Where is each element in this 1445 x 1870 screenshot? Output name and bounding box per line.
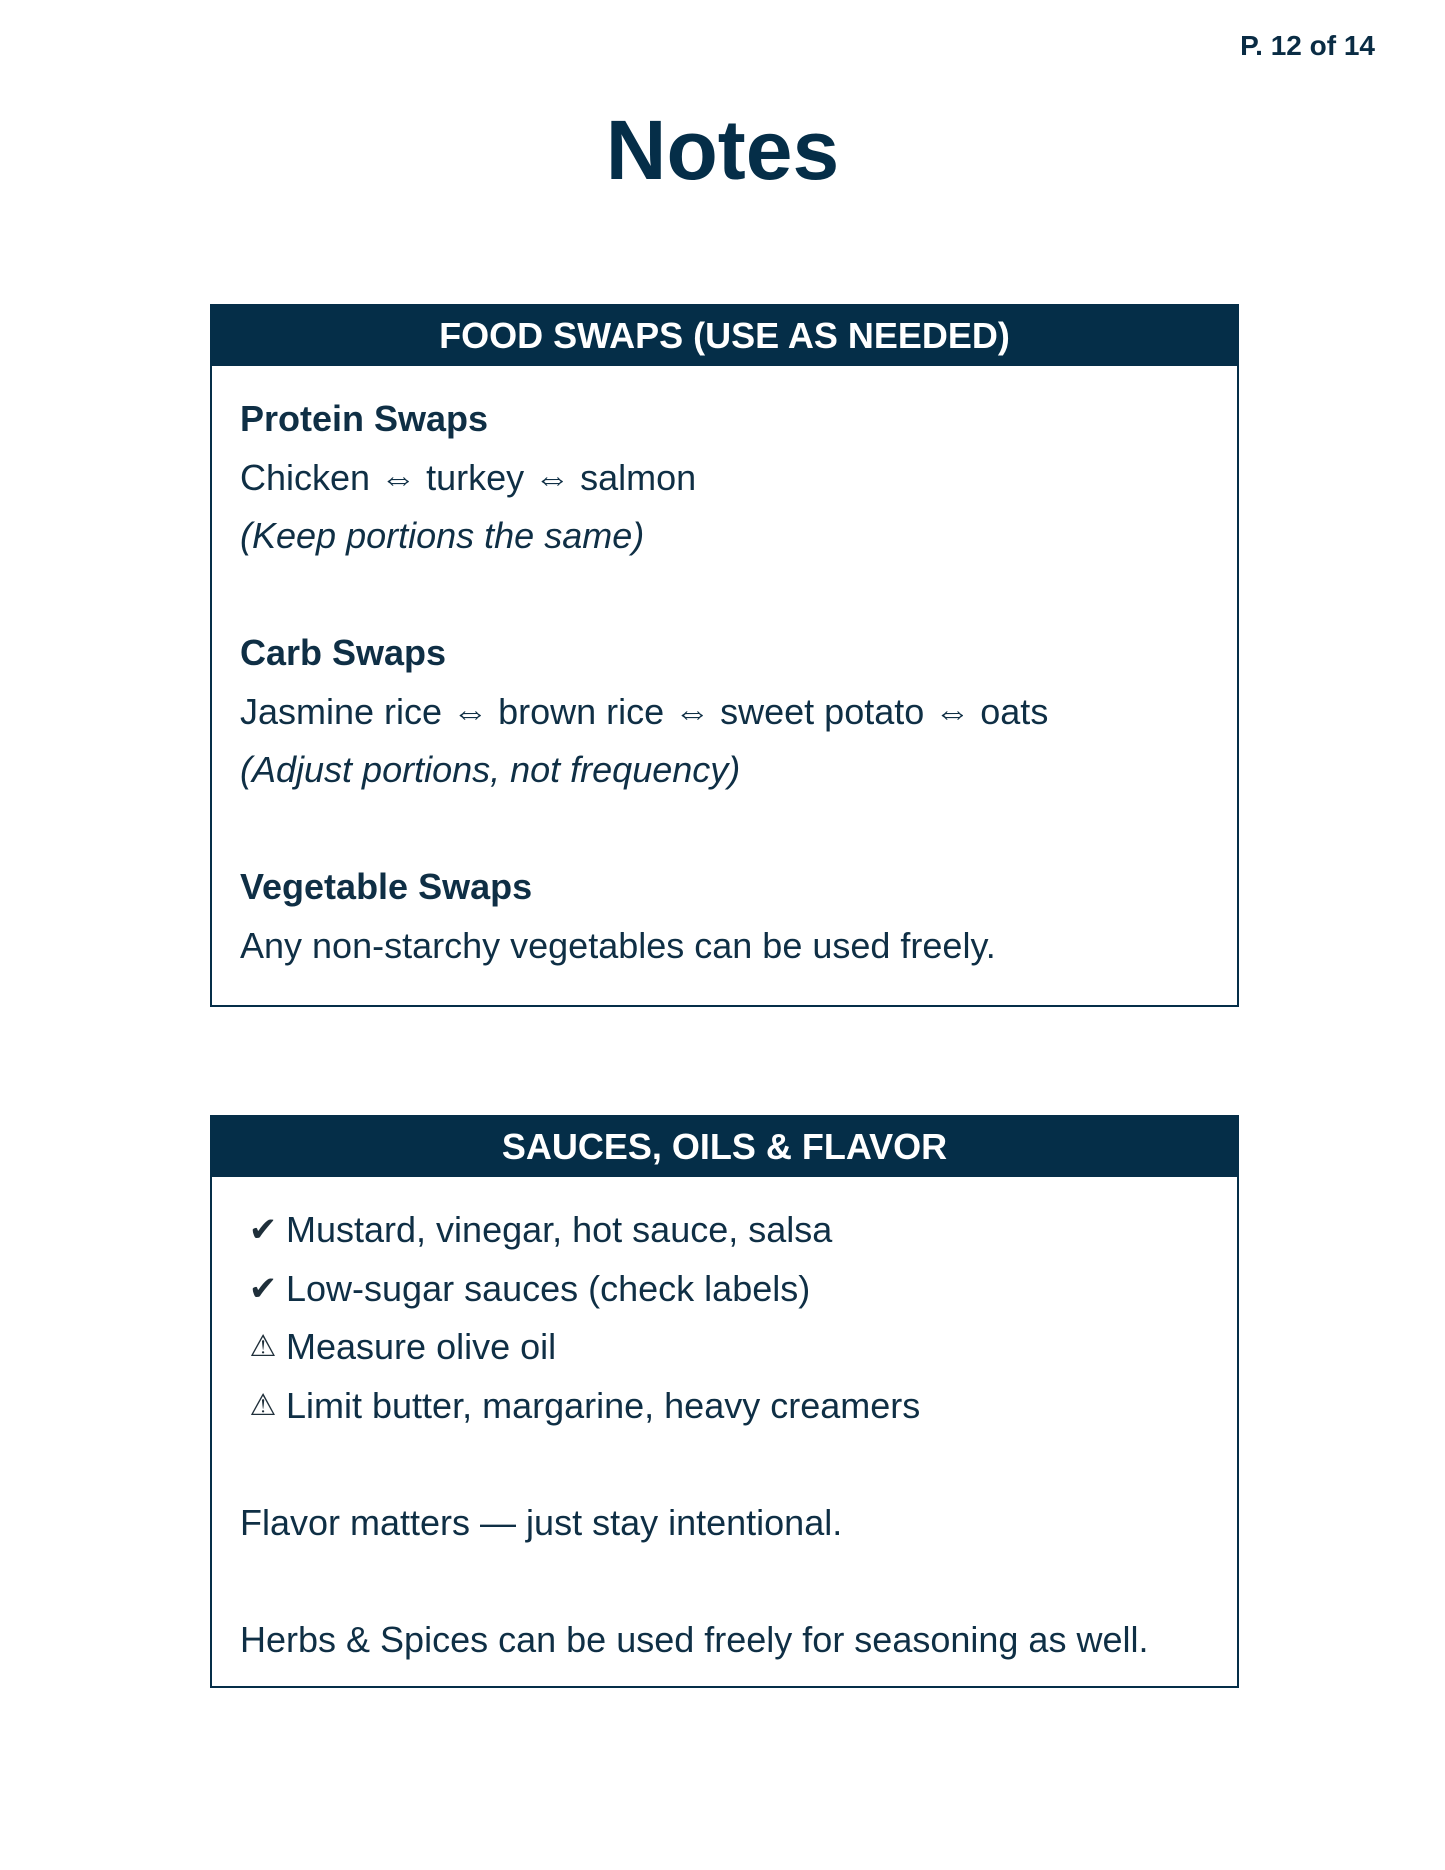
list-item-text: Limit butter, margarine, heavy creamers [286,1384,921,1426]
carb-swaps-text: Jasmine rice ⇔ brown rice ⇔ sweet potato ⇔ oats [240,690,1049,732]
check-icon: ✔ [248,1211,278,1249]
carb-swaps-note: (Adjust portions, not frequency) [240,749,741,790]
list-item [240,1377,1209,1436]
list-item-text: Low-sugar sauces (check labels) [286,1267,811,1309]
list-item [240,1318,1209,1377]
flavor-note: Flavor matters — just stay intentional. [240,1501,843,1543]
spacer [240,1435,1209,1494]
protein-swaps-text: Chicken ⇔ turkey ⇔ salmon [240,456,697,498]
spacer [240,800,1209,859]
sauces-box [210,1115,1239,1688]
list-item-text: Measure olive oil [286,1326,557,1367]
vegetable-swaps-heading: Vegetable Swaps [240,866,533,907]
herbs-note: Herbs & Spices can be used freely for seasoning as well. [240,1618,1149,1660]
spacer [240,1552,1209,1611]
sauces-body [212,1177,1237,1695]
food-swaps-box [210,304,1239,1007]
protein-swaps-note: (Keep portions the same) [240,515,645,556]
warning-icon: ⚠ [249,1388,277,1422]
list-item [240,1201,1209,1260]
warning-icon: ⚠ [249,1330,277,1363]
vegetable-swaps-text: Any non-starchy vegetables can be used freely. [240,924,996,966]
spacer [240,566,1209,625]
page-number: P. 12 of 14 [1240,30,1375,61]
check-icon: ✔ [248,1269,278,1308]
page-title: Notes [605,103,840,197]
list-item [240,1260,1209,1319]
food-swaps-body [212,366,1237,1001]
carb-swaps-heading: Carb Swaps [240,632,447,673]
sauces-header: SAUCES, OILS & FLAVOR [212,1117,1237,1177]
food-swaps-header: FOOD SWAPS (USE AS NEEDED) [212,306,1237,366]
protein-swaps-heading: Protein Swaps [240,398,489,439]
list-item-text: Mustard, vinegar, hot sauce, salsa [286,1209,833,1250]
